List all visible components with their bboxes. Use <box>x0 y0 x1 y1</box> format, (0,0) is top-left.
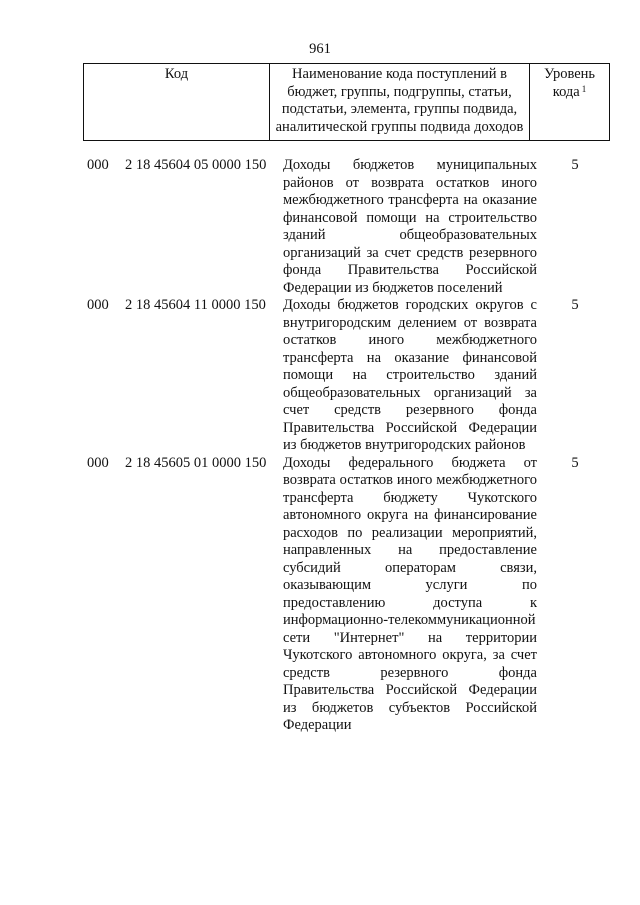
header-name: Наименование кода поступлений в бюджет, группы, подгруппы, статьи, подстатьи, элемента, группы подвида, аналитической группы подвида доходов <box>270 64 530 141</box>
revenue-name: Доходы бюджетов городских округов с внутригородским делением от возврата остатков иного межбюджетного трансферта на оказание финансовой помощи на строительство зданий общеобразовательных организаций за счет средств резервного фонда Правительства Российской Федерации из бюджетов внутригородских районов <box>283 297 537 453</box>
admin-code: 000 <box>87 157 109 173</box>
header-code: Код <box>84 64 270 141</box>
table-row <box>0 455 640 735</box>
admin-code: 000 <box>87 454 109 471</box>
revenue-code: 2 18 45604 05 0000 150 <box>125 157 267 173</box>
code-level: 5 <box>571 454 579 471</box>
header-level <box>530 64 610 141</box>
table-row <box>0 297 640 455</box>
code-level: 5 <box>571 157 579 173</box>
table-body <box>0 157 640 735</box>
header-level-label: Уровень кода <box>543 66 596 100</box>
code-level: 5 <box>571 297 579 313</box>
revenue-name: Доходы федерального бюджета от возврата остатков иного межбюджетного трансферта бюджету Чукотского автономного округа на финансирование расходов по реализации мероприятий, направленных на предоставление субсидий операторам связи, оказывающим услуги по предоставлению доступа к информационно-телекоммуникационной сети "Интернет" на территории Чукотского автономного округа, за счет средств резервного фонда Правительства Российской Федерации из бюджетов субъектов Российской Федерации <box>283 454 537 733</box>
table-row <box>0 157 640 297</box>
page-number: 961 <box>309 41 331 57</box>
revenue-name: Доходы бюджетов муниципальных районов от возврата остатков иного межбюджетного трансферта на оказание финансовой помощи на строительство зданий общеобразовательных организаций за счет средств резервного фонда Правительства Российской Федерации из бюджетов поселений <box>283 157 537 296</box>
table-header <box>83 63 610 141</box>
revenue-code: 2 18 45605 01 0000 150 <box>125 454 267 471</box>
footnote-marker: 1 <box>581 83 587 94</box>
admin-code: 000 <box>87 297 109 313</box>
revenue-code: 2 18 45604 11 0000 150 <box>125 297 266 313</box>
